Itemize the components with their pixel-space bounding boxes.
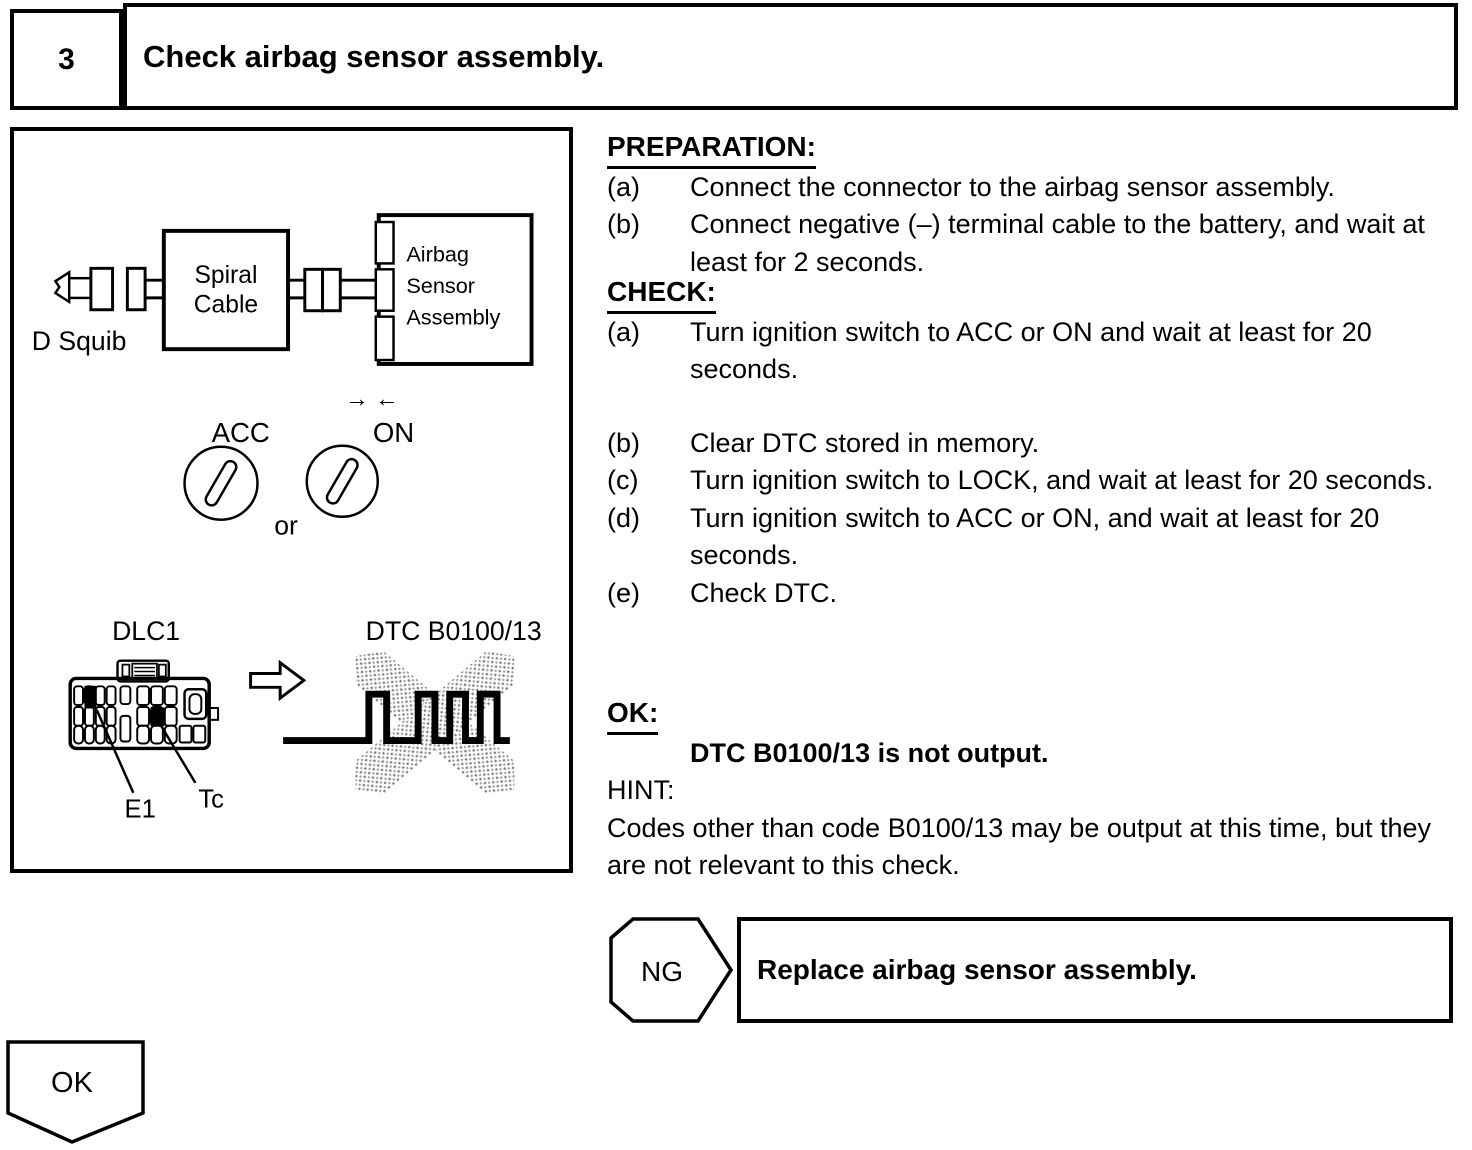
tc-label: Tc xyxy=(198,785,224,814)
ng-action-box xyxy=(737,917,1453,1023)
e1-terminal xyxy=(85,686,96,708)
airbag-label-line1: Airbag xyxy=(406,241,470,267)
ng-action-text: Replace airbag sensor assembly. xyxy=(757,954,1197,985)
page-title: Check airbag sensor assembly. xyxy=(143,38,605,74)
check-item xyxy=(607,462,1455,500)
ignition-switch-on-icon xyxy=(307,446,378,517)
ng-arrow-shape xyxy=(600,905,750,1035)
or-label: or xyxy=(274,510,298,541)
check-item xyxy=(607,425,1455,463)
spiral-cable-box xyxy=(164,231,288,349)
hint-heading: HINT: xyxy=(607,775,675,805)
preparation-list xyxy=(607,169,1455,282)
item-marker: (d) xyxy=(607,502,640,533)
item-text: Turn ignition switch to LOCK, and wait at least for 20 seconds. xyxy=(690,465,1434,495)
ok-flow-label: OK xyxy=(51,1067,93,1099)
tc-terminal xyxy=(151,708,164,726)
ng-label: NG xyxy=(641,956,683,987)
ok-heading: OK: xyxy=(607,694,1455,735)
step-title-cell xyxy=(123,3,1458,110)
spiral-cable-label-line2: Cable xyxy=(193,291,259,319)
preparation-item xyxy=(607,206,1455,281)
acc-label: ACC xyxy=(211,416,270,448)
dlc1-connector xyxy=(70,661,218,749)
d-squib-plug xyxy=(55,268,163,309)
check-item xyxy=(607,500,1455,575)
item-text: Turn ignition switch to ACC or ON and wait at least for 20 seconds. xyxy=(690,316,1372,384)
item-marker: (a) xyxy=(607,316,640,347)
step-number-cell xyxy=(10,9,123,110)
item-marker: (b) xyxy=(607,209,640,239)
on-label: ON xyxy=(372,416,415,448)
item-text: Clear DTC stored in memory. xyxy=(690,427,1040,458)
diagram-panel xyxy=(10,127,573,873)
result-arrow-icon xyxy=(251,663,304,698)
push-arrows: → ← xyxy=(344,386,399,413)
item-text: Check DTC. xyxy=(690,577,838,608)
procedure-text xyxy=(607,128,1455,885)
airbag-label-line2: Sensor xyxy=(406,272,476,298)
e1-label: E1 xyxy=(124,795,156,824)
dlc1-label: DLC1 xyxy=(112,615,181,646)
harness-connector xyxy=(288,269,377,310)
airbag-label-line3: Assembly xyxy=(406,304,501,330)
dtc-code-label: DTC B0100/13 xyxy=(365,615,542,646)
hint-text: Codes other than code B0100/13 may be output at this time, but they are not relevant to this check. xyxy=(607,812,1432,880)
ignition-switch-acc-icon xyxy=(185,447,258,520)
wiring-diagram-svg xyxy=(14,131,569,869)
item-text: Turn ignition switch to ACC or ON, and wait at least for 20 seconds. xyxy=(690,502,1380,570)
d-squib-label: D Squib xyxy=(31,326,127,357)
preparation-heading: PREPARATION: xyxy=(607,128,1455,169)
spiral-cable-label-line1: Spiral xyxy=(194,262,258,290)
check-item xyxy=(607,314,1455,389)
check-heading: CHECK: xyxy=(607,273,1455,314)
airbag-sensor-assembly-box xyxy=(376,215,532,364)
preparation-item xyxy=(607,169,1455,207)
item-text: Connect the connector to the airbag sensor assembly. xyxy=(690,171,1335,202)
ok-flow-shape xyxy=(0,1030,300,1150)
item-marker: (b) xyxy=(607,427,640,458)
item-marker: (e) xyxy=(607,577,640,608)
check-item xyxy=(607,575,1455,613)
check-list xyxy=(607,314,1455,613)
item-text: Connect negative (–) terminal cable to the battery, and wait at least for 2 seconds. xyxy=(690,209,1425,277)
step-number: 3 xyxy=(58,42,75,76)
ok-result-text: DTC B0100/13 is not output. xyxy=(690,737,1049,768)
item-marker: (a) xyxy=(607,171,640,202)
item-marker: (c) xyxy=(607,465,639,495)
